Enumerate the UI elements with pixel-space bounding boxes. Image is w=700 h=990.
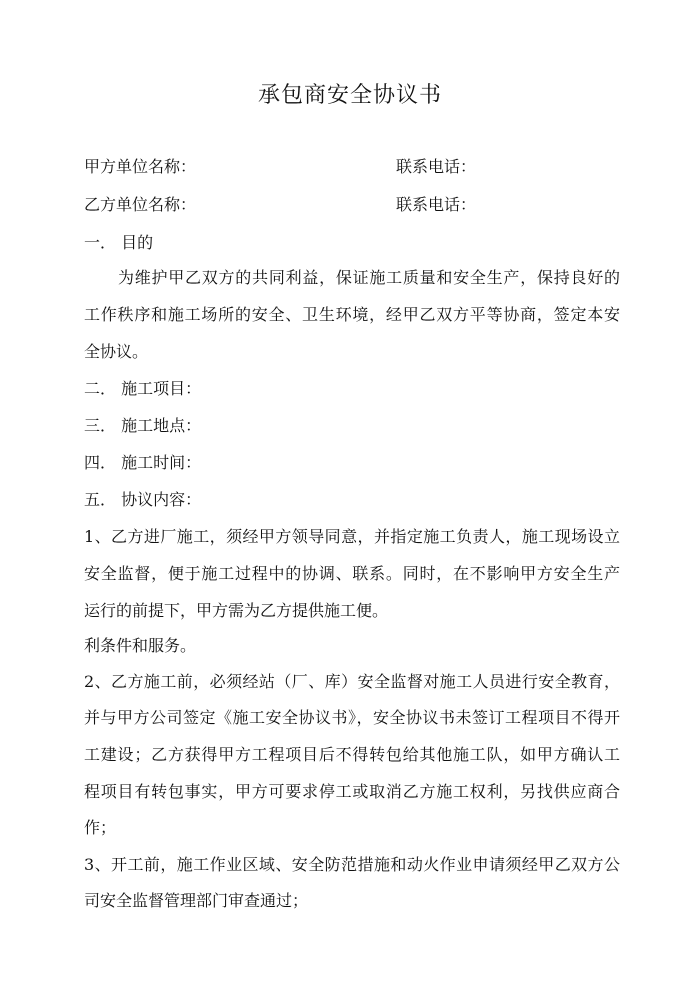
item-2-line: 作； <box>84 818 117 837</box>
item-3-line: 3、开工前，施工作业区域、安全防范措施和动火作业申请须经甲乙双方公 <box>84 855 620 874</box>
party-a-phone-label: 联系电话： <box>396 157 477 176</box>
document-title: 承包商安全协议书 <box>257 83 442 108</box>
item-2-line: 并与甲方公司签定《施工安全协议书》，安全协议书未签订工程项目不得开 <box>84 708 620 727</box>
party-a-name-label: 甲方单位名称： <box>84 157 197 176</box>
section-3-heading: 三． 施工地点： <box>84 416 202 435</box>
item-1-line: 1、乙方进厂施工，须经甲方领导同意，并指定施工负责人，施工现场设立 <box>84 527 620 546</box>
party-b-phone-label: 联系电话： <box>396 195 477 214</box>
party-b-name-label: 乙方单位名称： <box>84 195 197 214</box>
item-1-line: 安全监督，便于施工过程中的协调、联系。同时，在不影响甲方安全生产 <box>84 564 620 583</box>
item-2-line: 2、乙方施工前，必须经站（厂、库）安全监督对施工人员进行安全教育， <box>84 672 620 691</box>
section-4-heading: 四． 施工时间： <box>84 453 202 472</box>
section-1-heading: 一． 目的 <box>84 233 154 252</box>
item-2-line: 程项目有转包事实，甲方可要求停工或取消乙方施工权利，另找供应商合 <box>84 782 620 801</box>
section-1-para-line: 为维护甲乙双方的共同利益，保证施工质量和安全生产，保持良好的 <box>118 268 620 287</box>
item-3-line: 司安全监督管理部门审查通过； <box>84 891 309 910</box>
section-2-heading: 二． 施工项目： <box>84 379 202 398</box>
section-1-para-line: 全协议。 <box>84 342 149 361</box>
item-1-line: 运行的前提下，甲方需为乙方提供施工便。 <box>84 601 389 620</box>
section-5-heading: 五． 协议内容： <box>84 490 202 509</box>
item-2-line: 工建设；乙方获得甲方工程项目后不得转包给其他施工队，如甲方确认工 <box>84 745 620 764</box>
item-1-line: 利条件和服务。 <box>84 636 197 655</box>
section-1-para-line: 工作秩序和施工场所的安全、卫生环境，经甲乙双方平等协商，签定本安 <box>84 305 620 324</box>
